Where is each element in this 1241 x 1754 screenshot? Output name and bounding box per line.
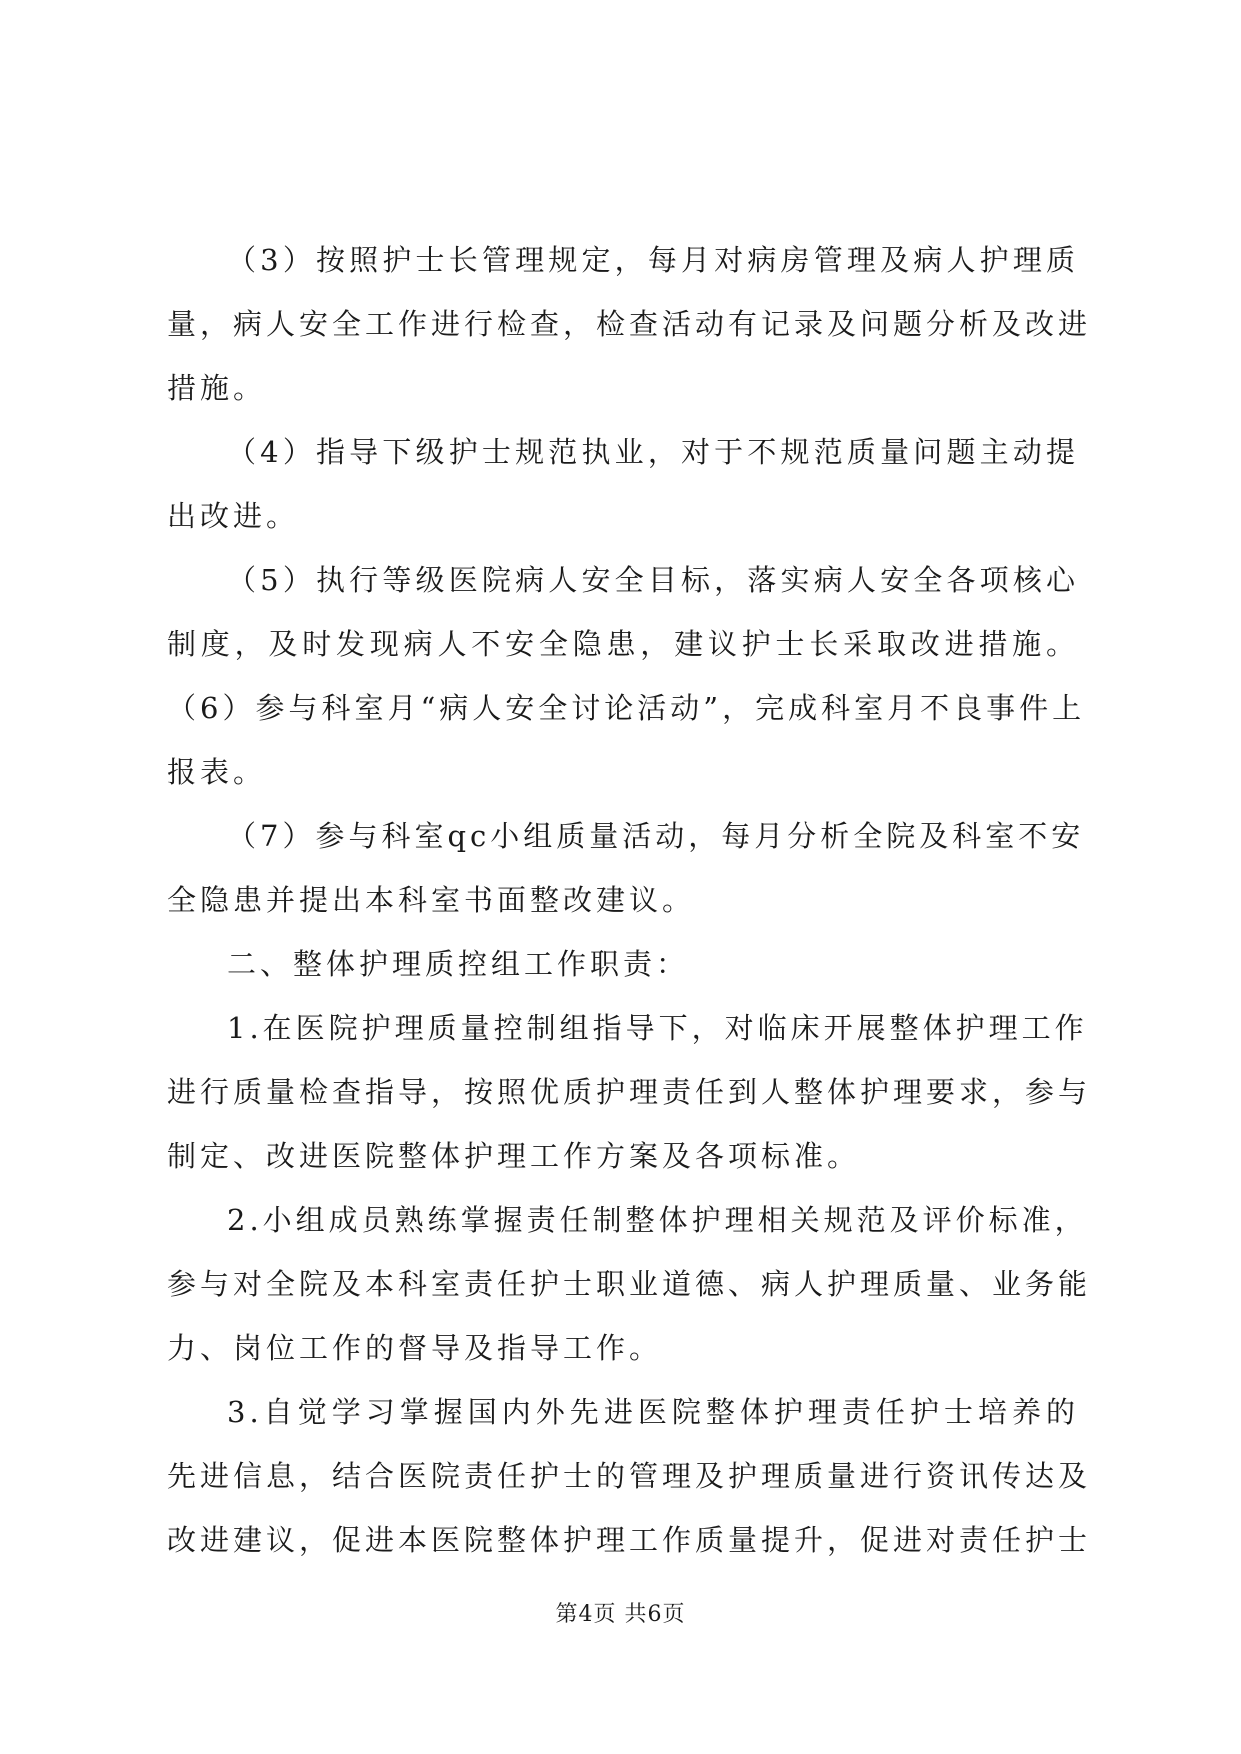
text-line: （3）按照护士长管理规定，每月对病房管理及病人护理质	[227, 243, 1079, 277]
text-line: （7）参与科室qc小组质量活动，每月分析全院及科室不安	[227, 819, 1085, 853]
text-line: 2.小组成员熟练掌握责任制整体护理相关规范及评价标准，	[227, 1203, 1088, 1237]
text-line: （4）指导下级护士规范执业，对于不规范质量问题主动提	[227, 435, 1079, 469]
text-line: （6）参与科室月“病人安全讨论活动”，完成科室月不良事件上	[167, 691, 1086, 725]
text-line: （5）执行等级医院病人安全目标，落实病人安全各项核心	[227, 563, 1079, 597]
text-line: 量，病人安全工作进行检查，检查活动有记录及问题分析及改进	[167, 307, 1092, 341]
text-line: 措施。	[167, 371, 267, 405]
text-line: 力、岗位工作的督导及指导工作。	[167, 1331, 663, 1365]
text-line: 改进建议，促进本医院整体护理工作质量提升，促进对责任护士	[167, 1523, 1092, 1557]
text-line: 全隐患并提出本科室书面整改建议。	[167, 883, 696, 917]
text-line: 制度，及时发现病人不安全隐患，建议护士长采取改进措施。	[167, 627, 1079, 661]
text-line: 1.在医院护理质量控制组指导下，对临床开展整体护理工作	[227, 1011, 1088, 1045]
page-footer: 第4页 共6页	[555, 1602, 686, 1627]
text-line: 进行质量检查指导，按照优质护理责任到人整体护理要求，参与	[167, 1075, 1092, 1109]
text-line: 报表。	[167, 755, 267, 789]
text-line: 二、整体护理质控组工作职责：	[227, 947, 690, 981]
text-line: 制定、改进医院整体护理工作方案及各项标准。	[167, 1139, 861, 1173]
document-body	[167, 228, 1092, 1572]
text-line: 出改进。	[167, 499, 300, 533]
text-line: 先进信息，结合医院责任护士的管理及护理质量进行资讯传达及	[167, 1459, 1092, 1493]
text-line: 3.自觉学习掌握国内外先进医院整体护理责任护士培养的	[227, 1395, 1079, 1429]
text-line: 参与对全院及本科室责任护士职业道德、病人护理质量、业务能	[167, 1267, 1092, 1301]
